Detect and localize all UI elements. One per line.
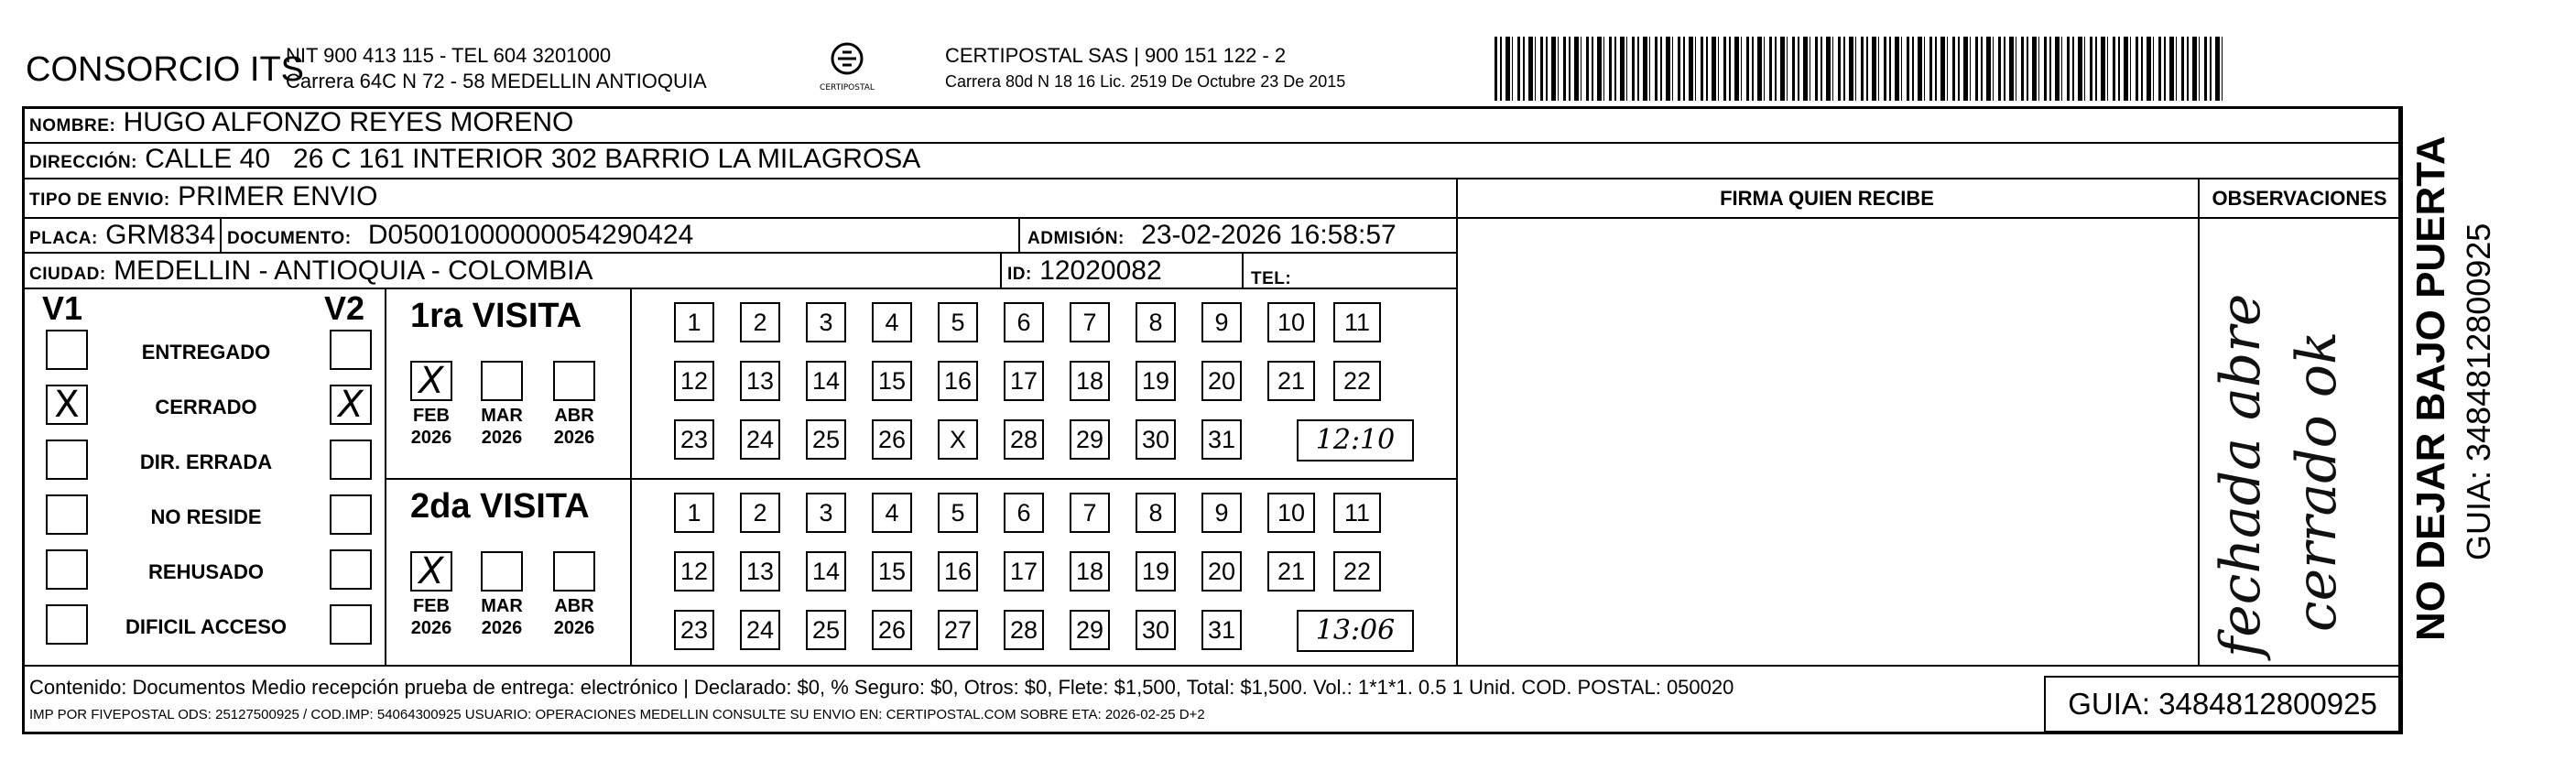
month-check-mark: X	[418, 360, 444, 402]
id-value: 12020082	[1039, 255, 1162, 286]
documento-label: DOCUMENTO:	[227, 229, 352, 248]
divider	[2401, 106, 2403, 734]
certipostal-logo	[815, 38, 879, 99]
month-checkbox[interactable]	[410, 551, 452, 592]
divider	[1456, 217, 2401, 219]
month-checkbox[interactable]	[481, 361, 523, 401]
v1-checkbox[interactable]	[46, 494, 88, 535]
v2-check-mark: X	[338, 384, 364, 426]
day-box[interactable]: 12	[674, 551, 714, 592]
direccion-row	[29, 144, 920, 175]
v1-checkbox[interactable]	[46, 440, 88, 480]
day-box[interactable]: 30	[1136, 419, 1176, 460]
tel-label: TEL:	[1251, 269, 1292, 288]
handwriting-note-2: cerrado ok	[2285, 331, 2349, 632]
month-year: 2026	[410, 618, 452, 638]
documento-value: D05001000000054290424	[367, 220, 694, 250]
day-box[interactable]: 15	[872, 361, 912, 401]
status-option-label: NO RESIDE	[150, 505, 262, 528]
no-dejar-label: NO DEJAR BAJO PUERTA	[2408, 136, 2453, 641]
month-check-mark: X	[418, 550, 444, 592]
documento-row	[227, 220, 693, 251]
day-box[interactable]: 31	[1201, 610, 1242, 650]
ciudad-row	[29, 255, 593, 287]
v1-checkbox[interactable]	[46, 385, 88, 425]
side-guia-label: GUIA: 3484812800925	[2460, 223, 2497, 560]
day-box[interactable]: 18	[1070, 551, 1110, 592]
v2-header: V2	[324, 289, 365, 327]
month-label	[540, 595, 608, 639]
admision-value: 23-02-2026 16:58:57	[1141, 220, 1397, 250]
certipostal-line: CERTIPOSTAL SAS | 900 151 122 - 2	[945, 44, 1287, 67]
day-box[interactable]: 2	[740, 493, 780, 533]
day-box[interactable]: 10	[1267, 302, 1315, 342]
v2-checkbox[interactable]	[330, 604, 372, 645]
divider	[385, 288, 386, 665]
month-name: FEB	[413, 596, 450, 616]
day-box[interactable]: 31	[1201, 419, 1242, 460]
day-box[interactable]: 8	[1136, 302, 1176, 342]
day-box[interactable]: 1	[674, 493, 714, 533]
day-box[interactable]: 22	[1333, 361, 1381, 401]
footer-imp: IMP POR FIVEPOSTAL ODS: 25127500925 / COD.IMP: 54064300925 USUARIO: OPERACIONES MEDELLIN CONSULTE SU ENVIO EN: CERTIPOSTAL.COM SOBRE ETA: 2026-02-25 D+2	[29, 707, 1205, 722]
month-label	[468, 405, 536, 449]
admision-label: ADMISIÓN:	[1027, 229, 1125, 248]
day-box[interactable]: 8	[1136, 493, 1176, 533]
divider	[22, 288, 1456, 289]
day-box[interactable]: 7	[1070, 493, 1110, 533]
day-box[interactable]: 13	[740, 361, 780, 401]
month-label	[397, 405, 465, 449]
day-box[interactable]: 2	[740, 302, 780, 342]
divider	[220, 217, 222, 252]
placa-row	[29, 220, 215, 251]
company-name: CONSORCIO ITS	[26, 50, 305, 89]
day-box[interactable]: 17	[1004, 361, 1044, 401]
month-name: ABR	[554, 596, 594, 616]
day-box[interactable]: 14	[806, 551, 846, 592]
divider	[2198, 178, 2200, 665]
nombre-row	[29, 107, 573, 138]
day-box[interactable]: 7	[1070, 302, 1110, 342]
day-box[interactable]: 22	[1333, 551, 1381, 592]
v1-checkbox[interactable]	[46, 549, 88, 590]
day-box[interactable]: 18	[1070, 361, 1110, 401]
v1-check-mark: X	[54, 384, 80, 426]
day-box[interactable]: 29	[1070, 610, 1110, 650]
address-line: Carrera 64C N 72 - 58 MEDELLIN ANTIOQUIA	[286, 70, 707, 92]
month-year: 2026	[553, 618, 595, 638]
observaciones-header: OBSERVACIONES	[2212, 187, 2387, 210]
tipo-value: PRIMER ENVIO	[178, 181, 378, 212]
v1-header: V1	[42, 289, 83, 327]
status-option-label: REHUSADO	[148, 560, 264, 583]
day-box[interactable]: 9	[1201, 302, 1242, 342]
day-box[interactable]: 5	[938, 302, 978, 342]
v2-checkbox[interactable]	[330, 330, 372, 370]
day-box[interactable]: 16	[938, 551, 978, 592]
nombre-label: NOMBRE:	[29, 116, 116, 136]
nombre-value: HUGO ALFONZO REYES MORENO	[123, 107, 574, 137]
day-box[interactable]: 30	[1136, 610, 1176, 650]
day-box[interactable]: 6	[1004, 493, 1044, 533]
day-box[interactable]: 23	[674, 419, 714, 460]
month-checkbox[interactable]	[481, 551, 523, 592]
divider	[1000, 252, 1002, 288]
day-box[interactable]: 11	[1333, 493, 1381, 533]
day-box[interactable]: 21	[1267, 361, 1315, 401]
month-year: 2026	[553, 428, 595, 448]
firma-header: FIRMA QUIEN RECIBE	[1720, 187, 1934, 210]
day-box[interactable]: 4	[872, 302, 912, 342]
company-contact	[286, 43, 707, 94]
month-year: 2026	[410, 428, 452, 448]
id-row	[1007, 255, 1162, 287]
v2-checkbox[interactable]	[330, 494, 372, 535]
day-box[interactable]: 3	[806, 302, 846, 342]
day-box[interactable]: 20	[1201, 361, 1242, 401]
visit2-title: 2da VISITA	[410, 487, 590, 526]
month-name: MAR	[481, 406, 523, 426]
day-box[interactable]: 6	[1004, 302, 1044, 342]
direccion-label: DIRECCIÓN:	[29, 153, 137, 172]
day-box[interactable]: 19	[1136, 551, 1176, 592]
month-label	[540, 405, 608, 449]
month-checkbox[interactable]	[410, 361, 452, 401]
id-label: ID:	[1007, 265, 1032, 284]
status-option-label: DIFICIL ACCESO	[125, 615, 287, 638]
v1-checkbox[interactable]	[46, 604, 88, 645]
day-box[interactable]: 17	[1004, 551, 1044, 592]
day-box[interactable]: 28	[1004, 610, 1044, 650]
barcode	[1495, 37, 2227, 101]
divider	[22, 178, 2401, 179]
footer-guia: GUIA: 3484812800925	[2044, 676, 2401, 733]
day-box[interactable]: 25	[806, 419, 846, 460]
day-box[interactable]: 29	[1070, 419, 1110, 460]
status-option-label: CERRADO	[155, 396, 257, 418]
certipostal-info	[945, 43, 1345, 94]
day-box[interactable]: 16	[938, 361, 978, 401]
day-box[interactable]: 24	[740, 610, 780, 650]
month-name: ABR	[554, 406, 594, 426]
day-box[interactable]: 23	[674, 610, 714, 650]
ciudad-label: CIUDAD:	[29, 265, 106, 284]
month-year: 2026	[481, 428, 523, 448]
day-box[interactable]: 21	[1267, 551, 1315, 592]
visit-time[interactable]: 13:06	[1297, 610, 1414, 652]
day-box[interactable]: 1	[674, 302, 714, 342]
v2-checkbox[interactable]	[330, 440, 372, 480]
divider	[630, 288, 632, 665]
day-box[interactable]: 13	[740, 551, 780, 592]
divider	[1456, 178, 1458, 665]
day-box[interactable]: 9	[1201, 493, 1242, 533]
month-name: FEB	[413, 406, 450, 426]
day-box[interactable]: 4	[872, 493, 912, 533]
divider	[385, 478, 1456, 480]
handwriting-note-1: fechada abre	[2209, 293, 2273, 657]
divider	[1242, 252, 1244, 288]
footer-contenido: Contenido: Documentos Medio recepción prueba de entrega: electrónico | Declarado: $0, % Seguro: $0, Otros: $0, Flete: $1,500, Total: $1,500. Vol.: 1*1*1. 0.5 1 Unid. COD. POSTAL: 050020	[29, 676, 1734, 699]
day-box[interactable]: 26	[872, 610, 912, 650]
month-label	[468, 595, 536, 639]
visit1-title: 1ra VISITA	[410, 297, 582, 335]
direccion-value: CALLE 40 26 C 161 INTERIOR 302 BARRIO LA MILAGROSA	[145, 144, 921, 174]
day-box[interactable]: 28	[1004, 419, 1044, 460]
day-box[interactable]: 12	[674, 361, 714, 401]
tel-row	[1251, 260, 1291, 291]
admision-row	[1027, 220, 1397, 251]
day-box[interactable]: 24	[740, 419, 780, 460]
month-name: MAR	[481, 596, 523, 616]
day-box[interactable]: 19	[1136, 361, 1176, 401]
svg-text:CERTIPOSTAL: CERTIPOSTAL	[820, 83, 875, 92]
day-box[interactable]: 3	[806, 493, 846, 533]
day-box[interactable]: 27	[938, 610, 978, 650]
v1-checkbox[interactable]	[46, 330, 88, 370]
v2-checkbox[interactable]	[330, 549, 372, 590]
visit-time[interactable]: 12:10	[1297, 419, 1414, 461]
v2-checkbox[interactable]	[330, 385, 372, 425]
day-box[interactable]: 26	[872, 419, 912, 460]
month-year: 2026	[481, 618, 523, 638]
divider	[1018, 217, 1020, 252]
placa-label: PLACA:	[29, 229, 98, 248]
month-checkbox[interactable]	[553, 361, 595, 401]
day-box[interactable]: 20	[1201, 551, 1242, 592]
day-box[interactable]: 11	[1333, 302, 1381, 342]
day-box[interactable]: 15	[872, 551, 912, 592]
tipo-label: TIPO DE ENVIO:	[29, 190, 170, 210]
placa-value: GRM834	[105, 220, 216, 250]
certipostal-address: Carrera 80d N 18 16 Lic. 2519 De Octubre 23 De 2015	[945, 72, 1346, 91]
month-label	[397, 595, 465, 639]
day-box[interactable]: X	[938, 419, 978, 460]
day-box[interactable]: 14	[806, 361, 846, 401]
month-checkbox[interactable]	[553, 551, 595, 592]
divider	[22, 665, 2401, 667]
day-box[interactable]: 25	[806, 610, 846, 650]
status-option-label: DIR. ERRADA	[139, 451, 273, 473]
tipo-row	[29, 181, 377, 212]
nit-line: NIT 900 413 115 - TEL 604 3201000	[286, 44, 612, 67]
status-option-label: ENTREGADO	[141, 341, 271, 364]
day-box[interactable]: 10	[1267, 493, 1315, 533]
day-box[interactable]: 5	[938, 493, 978, 533]
ciudad-value: MEDELLIN - ANTIOQUIA - COLOMBIA	[114, 255, 593, 286]
